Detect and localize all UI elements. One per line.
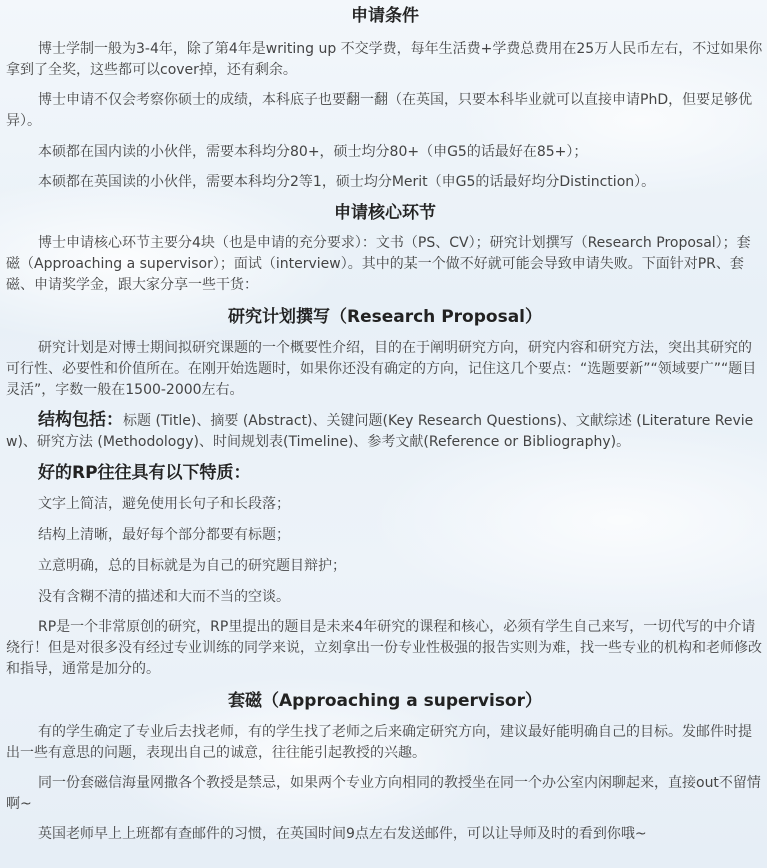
quality-item: 立意明确，总的目标就是为自己的研究题目辩护；: [38, 558, 346, 574]
paragraph: 博士申请不仅会考察你硕士的成绩，本科底子也要翻一翻（在英国，只要本科毕业就可以直接申请PhD，但要足够优异）。: [6, 92, 753, 129]
paragraph: 英国老师早上上班都有查邮件的习惯，在英国时间9点左右发送邮件，可以让导师及时的看到你哦~: [38, 826, 647, 842]
paragraph: 同一份套磁信海量网撒各个教授是禁忌，如果两个专业方向相同的教授坐在同一个办公室内闲聊起来，直接out不留情啊~: [6, 775, 761, 812]
paragraph: 本硕都在英国读的小伙伴，需要本科均分2等1，硕士均分Merit（申G5的话最好均分Distinction）。: [38, 174, 656, 190]
paragraph: 研究计划是对博士期间拟研究课题的一个概要性介绍，目的在于阐明研究方向，研究内容和研究方法，突出其研究的可行性、必要性和价值所在。在刚开始选题时，如果你还没有确定的方向，记住这几个要点：“选题要新”“领域要广”“题目灵活”，字数一般在1500-2000左右。: [6, 340, 757, 398]
section-title-requirements: 申请条件: [351, 6, 419, 26]
good-rp-heading: 好的RP往往具有以下特质：: [38, 463, 251, 483]
quality-item: 文字上简洁，避免使用长句子和长段落；: [38, 496, 290, 512]
section-title-approaching-supervisor: 套磁（Approaching a supervisor）: [227, 691, 542, 711]
section-title-core-steps: 申请核心环节: [334, 203, 436, 223]
quality-item: 结构上清晰，最好每个部分都要有标题；: [38, 527, 290, 543]
paragraph: 博士申请核心环节主要分4块（也是申请的充分要求）：文书（PS、CV）；研究计划撰写（Research Proposal）；套磁（Approaching a supervisor）；面试（interview）。其中的某一个做不好就可能会导致申请失败。下面针对PR、套磁、申请奖学金，跟大家分享一些干货：: [6, 235, 751, 293]
paragraph: 本硕都在国内读的小伙伴，需要本科均分80+，硕士均分80+（申G5的话最好在85+）；: [38, 144, 588, 160]
paragraph: 有的学生确定了专业后去找老师，有的学生找了老师之后来确定研究方向，建议最好能明确自己的目标。发邮件时提出一些有意思的问题，表现出自己的诚意，往往能引起教授的兴趣。: [6, 724, 752, 761]
structure-lead: 结构包括：: [38, 410, 123, 430]
paragraph: RP是一个非常原创的研究，RP里提出的题目是未来4年研究的课程和核心，必须有学生自己来写，一切代写的中介请绕行！但是对很多没有经过专业训练的同学来说，立刻拿出一份专业性极强的报告实则为难，找一些专业的机构和老师修改和指导，通常是加分的。: [6, 619, 762, 677]
paragraph: 博士学制一般为3-4年，除了第4年是writing up 不交学费，每年生活费+学费总费用在25万人民币左右，不过如果你拿到了全奖，这些都可以cover掉，还有剩余。: [6, 41, 763, 78]
section-title-research-proposal: 研究计划撰写（Research Proposal）: [227, 307, 542, 327]
article-body: [6, 0, 764, 845]
structure-text: 标题 (Title)、摘要 (Abstract)、关键问题(Key Research Questions)、文献综述 (Literature Review)、研究方法 (Methodology)、时间规划表(Timeline)、参考文献(Reference or Bibliography)。: [6, 413, 754, 450]
structure-paragraph: [6, 410, 764, 453]
quality-item: 没有含糊不清的描述和大而不当的空谈。: [38, 589, 290, 605]
